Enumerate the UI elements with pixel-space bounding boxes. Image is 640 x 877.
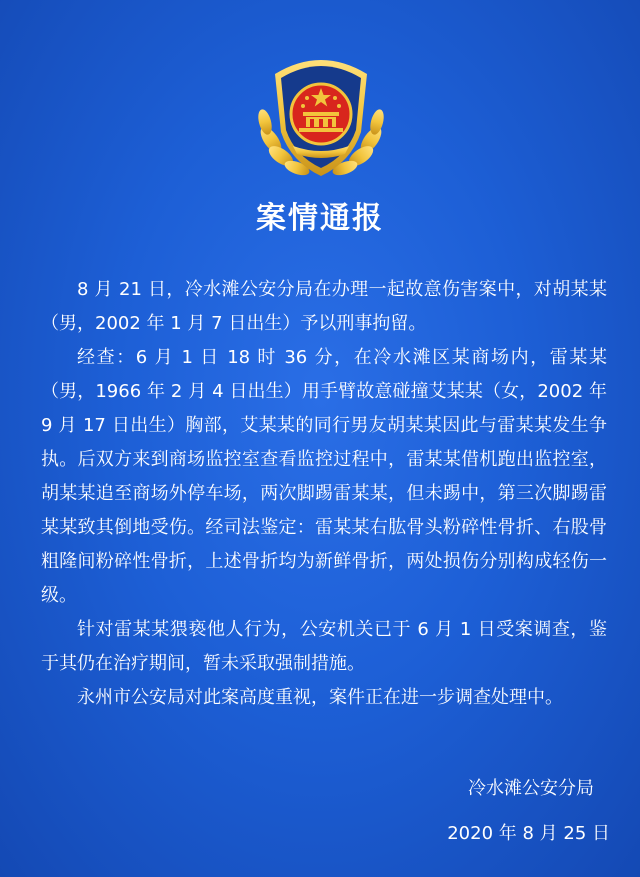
issuer-signature: 冷水滩公安分局 bbox=[468, 778, 594, 799]
notice-paragraph: 8 月 21 日，冷水滩公安分局在办理一起故意伤害案中，对胡某某（男，2002 年 1 月 7 日出生）予以刑事拘留。 bbox=[41, 279, 607, 334]
notice-paragraph: 永州市公安局对此案高度重视，案件正在进一步调查处理中。 bbox=[77, 687, 563, 708]
notice-title: 案情通报 bbox=[256, 201, 384, 236]
notice-body bbox=[41, 273, 607, 715]
issue-date: 2020 年 8 月 25 日 bbox=[447, 823, 610, 844]
police-emblem-icon bbox=[253, 40, 389, 186]
notice-paragraph: 经查：6 月 1 日 18 时 36 分，在冷水滩区某商场内，雷某某（男，1966 年 2 月 4 日出生）用手臂故意碰撞艾某某（女，2002 年 9 月 17 日出生）胸部，艾某某的同行男友胡某某因此与雷某某发生争执。后双方来到商场监控室查看监控过程中，雷某某借机跑出监控室，胡某某追至商场外停车场，两次脚踢雷某某，但未踢中，第三次脚踢雷某某致其倒地受伤。经司法鉴定：雷某某右肱骨头粉碎性骨折、右股骨粗隆间粉碎性骨折，上述骨折均为新鲜骨折，两处损伤分别构成轻伤一级。 bbox=[41, 347, 607, 606]
notice-paragraph: 针对雷某某猥亵他人行为，公安机关已于 6 月 1 日受案调查，鉴于其仍在治疗期间，暂未采取强制措施。 bbox=[41, 619, 607, 674]
